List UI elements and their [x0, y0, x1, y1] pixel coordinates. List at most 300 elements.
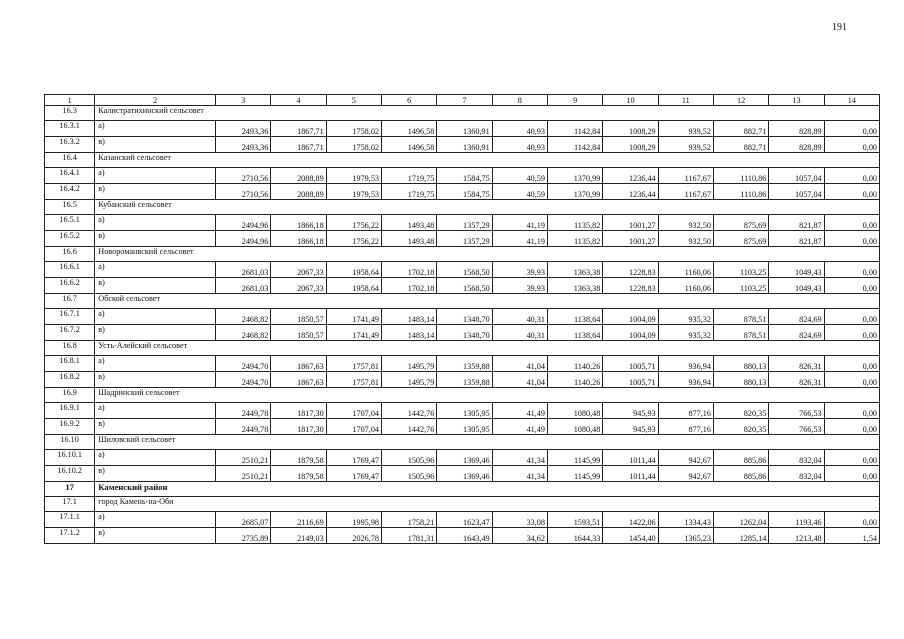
value-cell: 1370,99: [547, 184, 602, 200]
value-cell: 1004,09: [603, 309, 658, 325]
tariff-table: [44, 94, 880, 544]
row-code: 17.1.2: [45, 528, 95, 544]
value-cell: 40,59: [492, 184, 547, 200]
value-cell: 1879,58: [271, 466, 326, 482]
section-row: [45, 341, 880, 356]
value-cell: 1758,21: [382, 512, 437, 528]
value-cell: 2710,56: [216, 184, 271, 200]
value-cell: 1741,49: [326, 309, 381, 325]
column-header: 14: [824, 95, 879, 106]
value-cell: 935,32: [658, 325, 713, 341]
value-cell: 1584,75: [437, 184, 492, 200]
row-code: 16.6.1: [45, 262, 95, 278]
column-header: 11: [658, 95, 713, 106]
value-cell: 878,51: [713, 325, 768, 341]
section-title: Казанский сельсовет: [95, 153, 880, 168]
value-cell: 1103,25: [713, 262, 768, 278]
value-cell: 1135,82: [547, 231, 602, 247]
value-cell: 41,34: [492, 450, 547, 466]
value-cell: 766,53: [769, 403, 824, 419]
row-label: а): [95, 403, 216, 419]
value-cell: 1357,29: [437, 215, 492, 231]
value-cell: 1334,43: [658, 512, 713, 528]
value-cell: 1781,31: [382, 528, 437, 544]
value-cell: 1140,26: [547, 372, 602, 388]
value-cell: 878,51: [713, 309, 768, 325]
column-header: 1: [45, 95, 95, 106]
value-cell: 1719,75: [382, 168, 437, 184]
row-label: в): [95, 184, 216, 200]
row-code: 16.10.1: [45, 450, 95, 466]
row-code: 16.4.1: [45, 168, 95, 184]
value-cell: 875,69: [713, 231, 768, 247]
section-title: Обской сельсовет: [95, 294, 880, 309]
column-header: 7: [437, 95, 492, 106]
value-cell: 875,69: [713, 215, 768, 231]
value-cell: 1142,84: [547, 137, 602, 153]
row-code: 16.3.1: [45, 121, 95, 137]
row-code: 16.7.2: [45, 325, 95, 341]
value-cell: 1496,58: [382, 137, 437, 153]
value-cell: 1213,48: [769, 528, 824, 544]
value-cell: 1369,46: [437, 466, 492, 482]
section-row: [45, 482, 880, 497]
value-cell: 1644,33: [547, 528, 602, 544]
value-cell: 1756,22: [326, 215, 381, 231]
value-cell: 0,00: [824, 231, 879, 247]
value-cell: 1167,67: [658, 168, 713, 184]
value-cell: 0,00: [824, 356, 879, 372]
value-cell: 880,13: [713, 356, 768, 372]
value-cell: 2116,69: [271, 512, 326, 528]
value-cell: 877,16: [658, 419, 713, 435]
value-cell: 1568,50: [437, 262, 492, 278]
value-cell: 1702,18: [382, 262, 437, 278]
value-cell: 832,04: [769, 466, 824, 482]
section-title: Шиловский сельсовет: [95, 435, 880, 450]
value-cell: 1568,50: [437, 278, 492, 294]
value-cell: 2510,21: [216, 466, 271, 482]
section-row: [45, 388, 880, 403]
table-row: [45, 450, 880, 466]
value-cell: 1080,48: [547, 419, 602, 435]
column-header: 5: [326, 95, 381, 106]
value-cell: 2735,89: [216, 528, 271, 544]
column-header: 6: [382, 95, 437, 106]
column-header: 4: [271, 95, 326, 106]
row-code: 16.10.2: [45, 466, 95, 482]
value-cell: 1979,53: [326, 184, 381, 200]
value-cell: 1958,64: [326, 278, 381, 294]
value-cell: 1008,29: [603, 121, 658, 137]
value-cell: 1138,64: [547, 309, 602, 325]
value-cell: 40,93: [492, 121, 547, 137]
value-cell: 1360,91: [437, 121, 492, 137]
value-cell: 2494,70: [216, 356, 271, 372]
value-cell: 935,32: [658, 309, 713, 325]
table-row: [45, 262, 880, 278]
row-label: а): [95, 450, 216, 466]
row-code: 16.6.2: [45, 278, 95, 294]
section-code: 16.7: [45, 294, 95, 309]
value-cell: 1057,04: [769, 168, 824, 184]
value-cell: 1867,63: [271, 356, 326, 372]
value-cell: 1160,06: [658, 262, 713, 278]
value-cell: 939,52: [658, 121, 713, 137]
row-label: в): [95, 278, 216, 294]
value-cell: 1584,75: [437, 168, 492, 184]
row-code: 16.8.2: [45, 372, 95, 388]
table-row: [45, 512, 880, 528]
section-title: город Камень-на-Оби: [95, 497, 880, 512]
row-label: в): [95, 372, 216, 388]
value-cell: 1593,51: [547, 512, 602, 528]
value-cell: 1008,29: [603, 137, 658, 153]
value-cell: 2494,96: [216, 215, 271, 231]
table-row: [45, 278, 880, 294]
value-cell: 1817,30: [271, 419, 326, 435]
value-cell: 1049,43: [769, 278, 824, 294]
value-cell: 1370,99: [547, 168, 602, 184]
value-cell: 2510,21: [216, 450, 271, 466]
value-cell: 2449,78: [216, 419, 271, 435]
value-cell: 41,19: [492, 215, 547, 231]
value-cell: 766,53: [769, 419, 824, 435]
value-cell: 41,34: [492, 466, 547, 482]
value-cell: 2088,89: [271, 168, 326, 184]
value-cell: 1,54: [824, 528, 879, 544]
value-cell: 1001,27: [603, 215, 658, 231]
value-cell: 1702,18: [382, 278, 437, 294]
value-cell: 1363,38: [547, 262, 602, 278]
table-row: [45, 184, 880, 200]
row-label: в): [95, 231, 216, 247]
row-code: 16.8.1: [45, 356, 95, 372]
value-cell: 41,04: [492, 356, 547, 372]
value-cell: 1866,18: [271, 231, 326, 247]
row-label: в): [95, 137, 216, 153]
row-label: а): [95, 168, 216, 184]
section-title: Шадринский сельсовет: [95, 388, 880, 403]
row-label: в): [95, 528, 216, 544]
value-cell: 1879,58: [271, 450, 326, 466]
value-cell: 1758,02: [326, 121, 381, 137]
value-cell: 1483,14: [382, 309, 437, 325]
value-cell: 939,52: [658, 137, 713, 153]
row-code: 16.3.2: [45, 137, 95, 153]
value-cell: 40,31: [492, 309, 547, 325]
value-cell: 1142,84: [547, 121, 602, 137]
value-cell: 0,00: [824, 168, 879, 184]
table-row: [45, 528, 880, 544]
value-cell: 1305,95: [437, 403, 492, 419]
value-cell: 1979,53: [326, 168, 381, 184]
section-title: Кубанский сельсовет: [95, 200, 880, 215]
value-cell: 1817,30: [271, 403, 326, 419]
value-cell: 41,49: [492, 403, 547, 419]
value-cell: 1236,44: [603, 184, 658, 200]
section-title: Усть-Алейский сельсовет: [95, 341, 880, 356]
value-cell: 1995,98: [326, 512, 381, 528]
value-cell: 2494,96: [216, 231, 271, 247]
value-cell: 1359,88: [437, 356, 492, 372]
row-label: а): [95, 215, 216, 231]
value-cell: 1305,95: [437, 419, 492, 435]
section-row: [45, 294, 880, 309]
value-cell: 1360,91: [437, 137, 492, 153]
value-cell: 1505,96: [382, 466, 437, 482]
section-row: [45, 497, 880, 512]
column-header: 9: [547, 95, 602, 106]
section-code: 16.4: [45, 153, 95, 168]
value-cell: 0,00: [824, 512, 879, 528]
column-header: 13: [769, 95, 824, 106]
row-code: 16.4.2: [45, 184, 95, 200]
value-cell: 33,08: [492, 512, 547, 528]
value-cell: 882,71: [713, 137, 768, 153]
value-cell: 1160,06: [658, 278, 713, 294]
row-label: а): [95, 262, 216, 278]
value-cell: 0,00: [824, 309, 879, 325]
value-cell: 41,04: [492, 372, 547, 388]
section-code: 16.3: [45, 106, 95, 121]
section-code: 17.1: [45, 497, 95, 512]
value-cell: 39,93: [492, 262, 547, 278]
table-body: [45, 95, 880, 544]
value-cell: 0,00: [824, 450, 879, 466]
value-cell: 1422,06: [603, 512, 658, 528]
value-cell: 0,00: [824, 121, 879, 137]
value-cell: 1110,86: [713, 168, 768, 184]
section-code: 16.8: [45, 341, 95, 356]
header-row: [45, 95, 880, 106]
value-cell: 821,87: [769, 231, 824, 247]
value-cell: 1167,67: [658, 184, 713, 200]
row-code: 16.9.2: [45, 419, 95, 435]
value-cell: 1004,09: [603, 325, 658, 341]
value-cell: 40,59: [492, 168, 547, 184]
value-cell: 40,31: [492, 325, 547, 341]
value-cell: 2681,03: [216, 262, 271, 278]
value-cell: 2449,78: [216, 403, 271, 419]
value-cell: 1454,40: [603, 528, 658, 544]
value-cell: 1483,14: [382, 325, 437, 341]
value-cell: 1623,47: [437, 512, 492, 528]
value-cell: 2493,36: [216, 137, 271, 153]
value-cell: 1138,64: [547, 325, 602, 341]
row-label: а): [95, 356, 216, 372]
value-cell: 2468,82: [216, 325, 271, 341]
value-cell: 1348,70: [437, 325, 492, 341]
value-cell: 1145,99: [547, 466, 602, 482]
row-code: 16.7.1: [45, 309, 95, 325]
value-cell: 1140,26: [547, 356, 602, 372]
row-label: а): [95, 121, 216, 137]
value-cell: 1228,83: [603, 278, 658, 294]
value-cell: 0,00: [824, 262, 879, 278]
table-row: [45, 309, 880, 325]
value-cell: 1135,82: [547, 215, 602, 231]
value-cell: 0,00: [824, 184, 879, 200]
value-cell: 1867,63: [271, 372, 326, 388]
value-cell: 2710,56: [216, 168, 271, 184]
value-cell: 41,19: [492, 231, 547, 247]
value-cell: 2685,07: [216, 512, 271, 528]
value-cell: 1867,71: [271, 137, 326, 153]
row-label: а): [95, 309, 216, 325]
value-cell: 1707,04: [326, 403, 381, 419]
value-cell: 1103,25: [713, 278, 768, 294]
value-cell: 40,93: [492, 137, 547, 153]
row-code: 16.9.1: [45, 403, 95, 419]
value-cell: 1850,57: [271, 309, 326, 325]
value-cell: 1001,27: [603, 231, 658, 247]
table-row: [45, 356, 880, 372]
value-cell: 1496,58: [382, 121, 437, 137]
value-cell: 41,49: [492, 419, 547, 435]
section-title: Каменский район: [95, 482, 880, 497]
value-cell: 1005,71: [603, 356, 658, 372]
value-cell: 828,89: [769, 121, 824, 137]
value-cell: 826,31: [769, 356, 824, 372]
table-row: [45, 231, 880, 247]
value-cell: 820,35: [713, 419, 768, 435]
row-label: в): [95, 325, 216, 341]
value-cell: 1757,81: [326, 372, 381, 388]
column-header: 10: [603, 95, 658, 106]
table-row: [45, 466, 880, 482]
value-cell: 0,00: [824, 278, 879, 294]
table-row: [45, 168, 880, 184]
value-cell: 942,67: [658, 450, 713, 466]
section-row: [45, 106, 880, 121]
value-cell: 1365,23: [658, 528, 713, 544]
value-cell: 2494,70: [216, 372, 271, 388]
value-cell: 1369,46: [437, 450, 492, 466]
table-row: [45, 372, 880, 388]
column-header: 3: [216, 95, 271, 106]
value-cell: 1005,71: [603, 372, 658, 388]
value-cell: 2067,33: [271, 262, 326, 278]
row-code: 17.1.1: [45, 512, 95, 528]
row-label: а): [95, 512, 216, 528]
value-cell: 2088,89: [271, 184, 326, 200]
value-cell: 1495,79: [382, 356, 437, 372]
value-cell: 936,94: [658, 372, 713, 388]
value-cell: 2681,03: [216, 278, 271, 294]
value-cell: 1262,04: [713, 512, 768, 528]
section-row: [45, 200, 880, 215]
value-cell: 1057,04: [769, 184, 824, 200]
section-code: 16.6: [45, 247, 95, 262]
value-cell: 1758,02: [326, 137, 381, 153]
value-cell: 1850,57: [271, 325, 326, 341]
value-cell: 1011,44: [603, 450, 658, 466]
value-cell: 1285,14: [713, 528, 768, 544]
table-row: [45, 419, 880, 435]
value-cell: 882,71: [713, 121, 768, 137]
value-cell: 1741,49: [326, 325, 381, 341]
value-cell: 932,50: [658, 215, 713, 231]
page-number: 191: [832, 22, 847, 33]
value-cell: 0,00: [824, 466, 879, 482]
value-cell: 824,69: [769, 325, 824, 341]
table-row: [45, 325, 880, 341]
value-cell: 1011,44: [603, 466, 658, 482]
row-label: в): [95, 419, 216, 435]
value-cell: 1228,83: [603, 262, 658, 278]
value-cell: 1495,79: [382, 372, 437, 388]
value-cell: 1958,64: [326, 262, 381, 278]
value-cell: 1769,47: [326, 450, 381, 466]
section-row: [45, 435, 880, 450]
value-cell: 1110,86: [713, 184, 768, 200]
value-cell: 1493,48: [382, 231, 437, 247]
value-cell: 0,00: [824, 137, 879, 153]
value-cell: 1505,96: [382, 450, 437, 466]
table-row: [45, 121, 880, 137]
value-cell: 1357,29: [437, 231, 492, 247]
value-cell: 821,87: [769, 215, 824, 231]
value-cell: 1080,48: [547, 403, 602, 419]
value-cell: 1867,71: [271, 121, 326, 137]
value-cell: 945,93: [603, 403, 658, 419]
value-cell: 0,00: [824, 325, 879, 341]
value-cell: 1348,70: [437, 309, 492, 325]
table-row: [45, 215, 880, 231]
value-cell: 1442,76: [382, 403, 437, 419]
value-cell: 1756,22: [326, 231, 381, 247]
value-cell: 832,04: [769, 450, 824, 466]
section-title: Новороманвский сельсовет: [95, 247, 880, 262]
value-cell: 2026,78: [326, 528, 381, 544]
value-cell: 34,62: [492, 528, 547, 544]
value-cell: 1866,18: [271, 215, 326, 231]
value-cell: 1363,38: [547, 278, 602, 294]
value-cell: 1442,76: [382, 419, 437, 435]
value-cell: 39,93: [492, 278, 547, 294]
value-cell: 0,00: [824, 403, 879, 419]
value-cell: 877,16: [658, 403, 713, 419]
value-cell: 1719,75: [382, 184, 437, 200]
value-cell: 828,89: [769, 137, 824, 153]
row-label: в): [95, 466, 216, 482]
column-header: 12: [713, 95, 768, 106]
section-row: [45, 153, 880, 168]
table-row: [45, 137, 880, 153]
value-cell: 885,86: [713, 466, 768, 482]
value-cell: 2468,82: [216, 309, 271, 325]
value-cell: 1049,43: [769, 262, 824, 278]
value-cell: 932,50: [658, 231, 713, 247]
value-cell: 1493,48: [382, 215, 437, 231]
value-cell: 1145,99: [547, 450, 602, 466]
row-code: 16.5.1: [45, 215, 95, 231]
row-code: 16.5.2: [45, 231, 95, 247]
value-cell: 936,94: [658, 356, 713, 372]
value-cell: 1757,81: [326, 356, 381, 372]
section-code: 16.9: [45, 388, 95, 403]
value-cell: 826,31: [769, 372, 824, 388]
section-code: 16.5: [45, 200, 95, 215]
table-row: [45, 403, 880, 419]
value-cell: 1643,49: [437, 528, 492, 544]
section-title: Калистратихинский сельсовет: [95, 106, 880, 121]
value-cell: 0,00: [824, 215, 879, 231]
value-cell: 1236,44: [603, 168, 658, 184]
value-cell: 945,93: [603, 419, 658, 435]
section-code: 16.10: [45, 435, 95, 450]
